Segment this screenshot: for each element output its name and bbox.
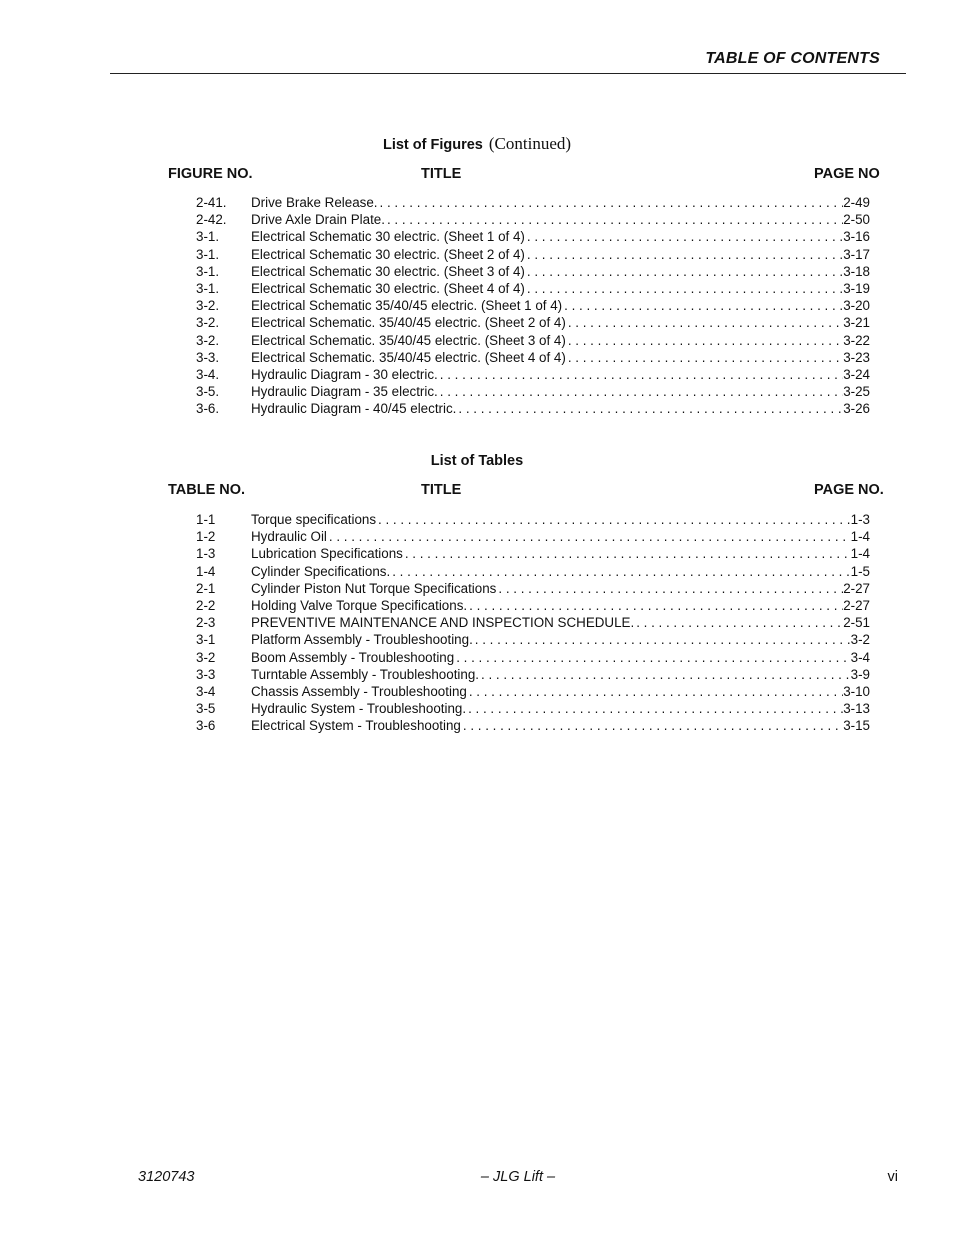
- entry-number: 1-1: [196, 512, 216, 527]
- toc-entry[interactable]: [196, 349, 870, 366]
- entry-title: Electrical Schematic. 35/40/45 electric. (Sheet 3 of 4): [251, 332, 566, 348]
- entry-line: [251, 263, 870, 280]
- entry-title: Holding Valve Torque Specifications.: [251, 597, 468, 613]
- entry-number: 3-6.: [196, 401, 220, 417]
- list-of-tables-heading: List of Tables: [430, 453, 524, 469]
- entry-line: [251, 349, 870, 366]
- entry-page-number: 2-50: [843, 212, 870, 228]
- entry-title: Hydraulic Diagram - 35 electric.: [251, 384, 438, 400]
- entry-line: [251, 228, 870, 245]
- dot-leader: [496, 580, 843, 597]
- entry-number: 3-4.: [196, 366, 220, 382]
- entry-number: 3-1.: [196, 263, 220, 279]
- entry-line: [251, 631, 870, 648]
- entry-title: PREVENTIVE MAINTENANCE AND INSPECTION SCHEDULE.: [251, 615, 635, 631]
- toc-entry[interactable]: [196, 597, 870, 614]
- dot-leader: [390, 563, 850, 580]
- entry-number: 2-42.: [196, 212, 227, 228]
- figure-no-column-header: FIGURE NO.: [168, 166, 253, 182]
- dot-leader: [566, 314, 843, 331]
- entry-number: 3-2.: [196, 315, 220, 331]
- list-of-figures-heading: List of Figures: [382, 137, 483, 153]
- entry-title: Boom Assembly - Troubleshooting: [251, 649, 455, 665]
- entry-title: Electrical Schematic. 35/40/45 electric. (Sheet 2 of 4): [251, 315, 566, 331]
- entry-line: [251, 528, 870, 545]
- entry-line: [251, 314, 870, 331]
- toc-entry[interactable]: [196, 545, 870, 562]
- dot-leader: [562, 297, 843, 314]
- entry-number: 3-1.: [196, 246, 220, 262]
- toc-entry[interactable]: [196, 211, 870, 228]
- toc-entry[interactable]: [196, 400, 870, 417]
- dot-leader: [378, 194, 844, 211]
- entry-title: Cylinder Piston Nut Torque Specifications: [251, 580, 497, 596]
- toc-entry[interactable]: [196, 649, 870, 666]
- entry-number: 3-1: [196, 632, 216, 648]
- entry-page-number: 1-5: [850, 563, 870, 579]
- entry-page-number: 1-3: [850, 512, 870, 527]
- toc-entry[interactable]: [196, 717, 870, 734]
- entry-page-number: 3-15: [843, 718, 870, 734]
- entry-title: Electrical Schematic 35/40/45 electric. (Sheet 1 of 4): [251, 298, 563, 314]
- entry-number: 1-3: [196, 546, 216, 562]
- entry-title: Drive Axle Drain Plate.: [251, 212, 385, 228]
- toc-entry[interactable]: [196, 194, 870, 211]
- entry-page-number: 3-2: [850, 632, 870, 648]
- entry-line: [251, 683, 870, 700]
- entry-line: [251, 383, 870, 400]
- toc-entry[interactable]: [196, 563, 870, 580]
- entry-number: 3-2.: [196, 298, 220, 314]
- toc-entry[interactable]: [196, 631, 870, 648]
- entry-line: [251, 717, 870, 734]
- figure-title-column-header: TITLE: [421, 166, 462, 182]
- entry-title: Hydraulic Oil: [251, 529, 327, 545]
- entry-page-number: 1-4: [850, 546, 870, 562]
- toc-entry[interactable]: [196, 314, 870, 331]
- entry-line: [251, 280, 870, 297]
- entry-number: 3-5.: [196, 384, 220, 400]
- entry-number: 2-3: [196, 615, 216, 631]
- entry-page-number: 3-4: [850, 649, 870, 665]
- toc-entry[interactable]: [196, 683, 870, 700]
- dot-leader: [525, 280, 843, 297]
- entry-line: [251, 580, 870, 597]
- entry-line: [251, 511, 870, 528]
- entry-page-number: 3-26: [843, 401, 870, 417]
- dot-leader: [634, 614, 843, 631]
- entry-page-number: 3-19: [843, 280, 870, 296]
- entry-number: 3-3: [196, 666, 216, 682]
- toc-entry[interactable]: [196, 614, 870, 631]
- dot-leader: [473, 631, 851, 648]
- entry-title: Electrical Schematic 30 electric. (Sheet 1 of 4): [251, 229, 525, 245]
- entry-title: Electrical Schematic. 35/40/45 electric. (Sheet 4 of 4): [251, 349, 566, 365]
- entry-line: [251, 211, 870, 228]
- toc-entry[interactable]: [196, 246, 870, 263]
- dot-leader: [566, 349, 843, 366]
- entry-line: [251, 194, 870, 211]
- entry-line: [251, 400, 870, 417]
- entry-number: 1-4: [196, 563, 216, 579]
- dot-leader: [467, 597, 843, 614]
- toc-entry[interactable]: [196, 228, 870, 245]
- entry-page-number: 3-25: [843, 384, 870, 400]
- dot-leader: [525, 228, 843, 245]
- table-title-column-header: TITLE: [421, 482, 462, 498]
- toc-entry[interactable]: [196, 580, 870, 597]
- entry-line: [251, 666, 870, 683]
- entry-title: Platform Assembly - Troubleshooting.: [251, 632, 473, 648]
- dot-leader: [566, 332, 843, 349]
- dot-leader: [403, 545, 851, 562]
- entry-page-number: 3-9: [850, 666, 870, 682]
- entry-number: 3-6: [196, 718, 216, 734]
- entry-number: 2-41.: [196, 195, 227, 210]
- entry-number: 3-4: [196, 683, 216, 699]
- table-no-column-header: TABLE NO.: [168, 482, 246, 498]
- dot-leader: [376, 511, 851, 528]
- entry-title: Lubrication Specifications: [251, 546, 403, 562]
- toc-entry[interactable]: [196, 700, 870, 717]
- entry-title: Turntable Assembly - Troubleshooting.: [251, 666, 480, 682]
- entry-line: [251, 700, 870, 717]
- entry-page-number: 3-10: [843, 683, 870, 699]
- toc-entry[interactable]: [196, 511, 870, 528]
- entry-line: [251, 366, 870, 383]
- header-rule: [110, 73, 906, 74]
- entry-page-number: 3-13: [843, 701, 870, 717]
- dot-leader: [456, 400, 843, 417]
- entry-number: 3-1.: [196, 229, 220, 245]
- entry-page-number: 2-51: [843, 615, 870, 631]
- entry-title: Electrical Schematic 30 electric. (Sheet 4 of 4): [251, 280, 525, 296]
- page-header-title: TABLE OF CONTENTS: [705, 50, 880, 67]
- dot-leader: [438, 366, 843, 383]
- dot-leader: [525, 246, 843, 263]
- entry-line: [251, 332, 870, 349]
- continued-label: (Continued): [488, 134, 572, 153]
- entry-page-number: 3-24: [843, 366, 870, 382]
- toc-entry[interactable]: [196, 366, 870, 383]
- entry-page-number: 3-16: [843, 229, 870, 245]
- tables-list: [196, 511, 870, 734]
- footer-document-number: 3120743: [138, 1169, 195, 1185]
- entry-title: Hydraulic System - Troubleshooting.: [251, 701, 467, 717]
- entry-page-number: 3-20: [843, 298, 870, 314]
- entry-title: Torque specifications: [251, 512, 377, 527]
- entry-line: [251, 649, 870, 666]
- dot-leader: [461, 717, 843, 734]
- entry-page-number: 2-27: [843, 580, 870, 596]
- footer-brand: – JLG Lift –: [480, 1169, 556, 1185]
- entry-page-number: 3-17: [843, 246, 870, 262]
- entry-title: Hydraulic Diagram - 30 electric.: [251, 366, 438, 382]
- figures-list: [196, 194, 870, 417]
- entry-title: Electrical System - Troubleshooting: [251, 718, 461, 734]
- list-of-tables-title: [0, 453, 954, 469]
- entry-title: Chassis Assembly - Troubleshooting: [251, 683, 467, 699]
- entry-line: [251, 597, 870, 614]
- entry-title: Cylinder Specifications.: [251, 563, 391, 579]
- entry-page-number: 2-27: [843, 597, 870, 613]
- entry-page-number: 3-21: [843, 315, 870, 331]
- dot-leader: [438, 383, 843, 400]
- entry-number: 3-1.: [196, 280, 220, 296]
- entry-page-number: 2-49: [843, 195, 870, 210]
- entry-number: 1-2: [196, 529, 216, 545]
- entry-page-number: 1-4: [850, 529, 870, 545]
- dot-leader: [385, 211, 843, 228]
- entry-line: [251, 246, 870, 263]
- dot-leader: [327, 528, 851, 545]
- entry-line: [251, 545, 870, 562]
- entry-number: 3-2: [196, 649, 216, 665]
- toc-entry[interactable]: [196, 383, 870, 400]
- entry-page-number: 3-18: [843, 263, 870, 279]
- entry-title: Electrical Schematic 30 electric. (Sheet 3 of 4): [251, 263, 525, 279]
- entry-line: [251, 614, 870, 631]
- toc-entry[interactable]: [196, 297, 870, 314]
- entry-title: Electrical Schematic 30 electric. (Sheet 2 of 4): [251, 246, 525, 262]
- toc-entry[interactable]: [196, 528, 870, 545]
- entry-number: 2-1: [196, 580, 216, 596]
- dot-leader: [454, 649, 850, 666]
- list-of-figures-title: [0, 134, 954, 154]
- footer-page-number: vi: [887, 1169, 898, 1185]
- dot-leader: [467, 683, 843, 700]
- table-page-column-header: PAGE NO.: [814, 482, 884, 498]
- toc-entry[interactable]: [196, 280, 870, 297]
- toc-entry[interactable]: [196, 666, 870, 683]
- entry-line: [251, 563, 870, 580]
- dot-leader: [479, 666, 851, 683]
- entry-number: 3-2.: [196, 332, 220, 348]
- entry-page-number: 3-22: [843, 332, 870, 348]
- entry-title: Drive Brake Release.: [251, 195, 378, 210]
- dot-leader: [466, 700, 843, 717]
- entry-line: [251, 297, 870, 314]
- entry-number: 2-2: [196, 597, 216, 613]
- entry-number: 3-3.: [196, 349, 220, 365]
- toc-entry[interactable]: [196, 332, 870, 349]
- toc-entry[interactable]: [196, 263, 870, 280]
- dot-leader: [525, 263, 843, 280]
- entry-page-number: 3-23: [843, 349, 870, 365]
- entry-title: Hydraulic Diagram - 40/45 electric.: [251, 401, 457, 417]
- figure-page-column-header: PAGE NO: [814, 166, 880, 182]
- entry-number: 3-5: [196, 701, 216, 717]
